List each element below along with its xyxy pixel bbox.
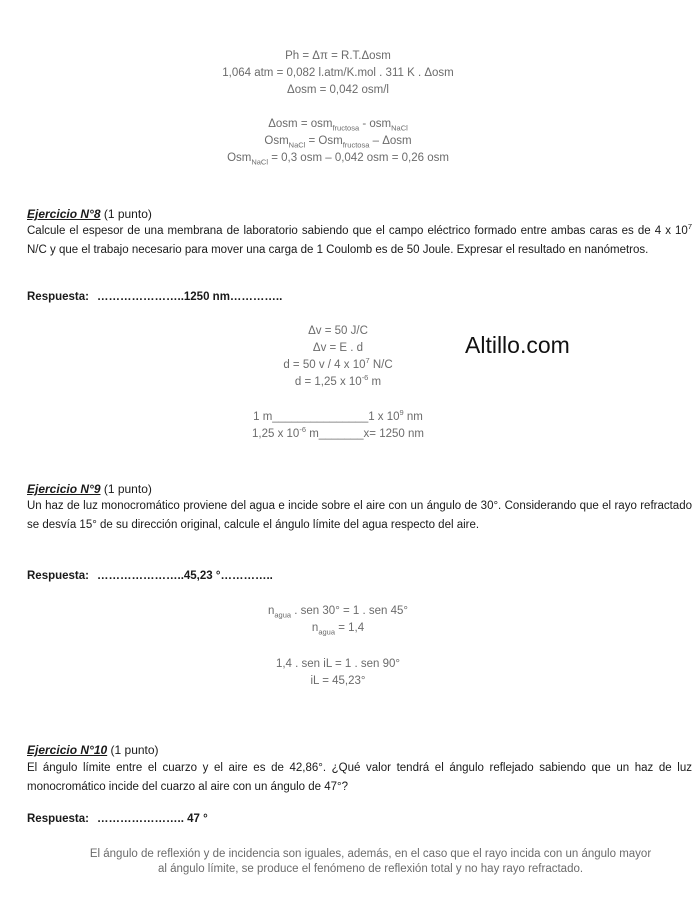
calc-line [0, 116, 676, 133]
exercise-8-heading [27, 207, 152, 221]
answer-value: ………………….. 47 ° [97, 813, 208, 825]
calc-text: – Δosm [369, 135, 412, 147]
calc-text: n [267, 605, 275, 617]
answer-value: …………………..45,23 °………….. [97, 570, 273, 582]
calc-text: N/C [369, 359, 393, 371]
top-calc-block [0, 48, 676, 167]
exercise-10-answer [27, 813, 208, 825]
calc-subscript: NaCl [251, 157, 269, 167]
exercise-8-answer [27, 291, 282, 303]
calc-line: Δv = E . d [312, 342, 364, 354]
calc-line [0, 620, 676, 637]
calc-text: Osm [227, 152, 252, 164]
calc-subscript: fructosa [332, 123, 360, 133]
calc-text: 1 m_______________1 x 10 [253, 411, 400, 423]
calc-superscript: 7 [365, 356, 370, 366]
calc-line: Δosm = 0,042 osm/l [287, 84, 389, 96]
calc-line [0, 357, 676, 374]
exercise-points: (1 punto) [100, 207, 152, 221]
calc-subscript: NaCl [391, 123, 408, 133]
calc-text: . sen 30° = 1 . sen 45° [291, 605, 409, 617]
exercise-points: (1 punto) [107, 743, 159, 757]
calc-line: Ph = Δπ = R.T.Δosm [285, 50, 391, 62]
calc-text: = 1,4 [335, 622, 365, 634]
calc-text: Δosm = osm [268, 118, 333, 130]
calc-text: m [368, 376, 382, 388]
calc-superscript: 9 [399, 408, 404, 418]
calc-line [0, 150, 676, 167]
exercise-10-explanation: El ángulo de reflexión y de incidencia son iguales, además, en el caso que el rayo incida con un ángulo mayor al ángulo límite, se produce el fenómeno de reflexión total y no hay rayo refractado. [89, 848, 652, 875]
exercise-title: Ejercicio N°10 [27, 743, 108, 757]
exercise-points: (1 punto) [100, 482, 152, 496]
calc-line [0, 426, 676, 443]
exercise-9-heading [27, 482, 152, 496]
exercise-title: Ejercicio N°8 [27, 207, 101, 221]
calc-text: d = 1,25 x 10 [294, 376, 362, 388]
calc-line: iL = 45,23° [310, 675, 366, 687]
calc-line: Δv = 50 J/C [308, 325, 368, 337]
calc-text: nm [403, 411, 423, 423]
calc-line [0, 133, 676, 150]
altillo-watermark: Altillo.com [465, 332, 570, 358]
calc-line [0, 374, 676, 391]
answer-label: Respuesta: [27, 291, 89, 303]
calc-line: 1,064 atm = 0,082 l.atm/K.mol . 311 K . Δosm [222, 67, 454, 79]
calc-superscript: -6 [299, 425, 307, 435]
calc-superscript: -6 [361, 373, 369, 383]
calc-line [0, 603, 676, 620]
answer-label: Respuesta: [27, 570, 89, 582]
calc-text: d = 50 v / 4 x 10 [283, 359, 366, 371]
exercise-10-heading [27, 743, 159, 757]
answer-value: …………………..1250 nm………….. [97, 291, 283, 303]
answer-label: Respuesta: [27, 813, 89, 825]
exercise-title: Ejercicio N°9 [27, 482, 101, 496]
calc-text: n [311, 622, 319, 634]
calc-subscript: agua [318, 627, 335, 637]
calc-line: 1,4 . sen iL = 1 . sen 90° [275, 658, 401, 670]
calc-subscript: NaCl [288, 140, 306, 150]
calc-line [0, 409, 676, 426]
exercise-9-calc-block [0, 603, 676, 690]
exercise-9-answer [27, 570, 273, 582]
calc-text: Osm [264, 135, 289, 147]
exercise-10-statement: El ángulo límite entre el cuarzo y el aire es de 42,86°. ¿Qué valor tendrá el ángulo reflejado sabiendo que un haz de luz monocromático incide del cuarzo al aire con un ángulo de 47°? [27, 762, 692, 793]
calc-subscript: agua [274, 610, 292, 620]
calc-text: - osm [359, 118, 392, 130]
calc-text: = 0,3 osm – 0,042 osm = 0,26 osm [268, 152, 449, 164]
calc-text: m_______x= 1250 nm [306, 428, 424, 440]
exercise-8-statement [27, 222, 692, 260]
calc-text: = Osm [305, 135, 343, 147]
exercise-9-statement: Un haz de luz monocromático proviene del agua e incide sobre el aire con un ángulo de 30°. Considerando que el rayo refractado se desvía 15° de su dirección original, calcule el ángulo límite del agua respecto del aire. [27, 500, 692, 531]
statement-superscript: 7 [687, 222, 692, 232]
statement-text: N/C y que el trabajo necesario para mover una carga de 1 Coulomb es de 50 Joule. Expresar el resultado en nanómetros. [27, 244, 649, 256]
calc-subscript: fructosa [342, 140, 370, 150]
statement-text: Calcule el espesor de una membrana de laboratorio sabiendo que el campo eléctrico formado entre ambas caras es de 4 x 10 [27, 225, 688, 237]
exercise-8-calc-block [0, 323, 676, 443]
calc-text: 1,25 x 10 [252, 428, 300, 440]
